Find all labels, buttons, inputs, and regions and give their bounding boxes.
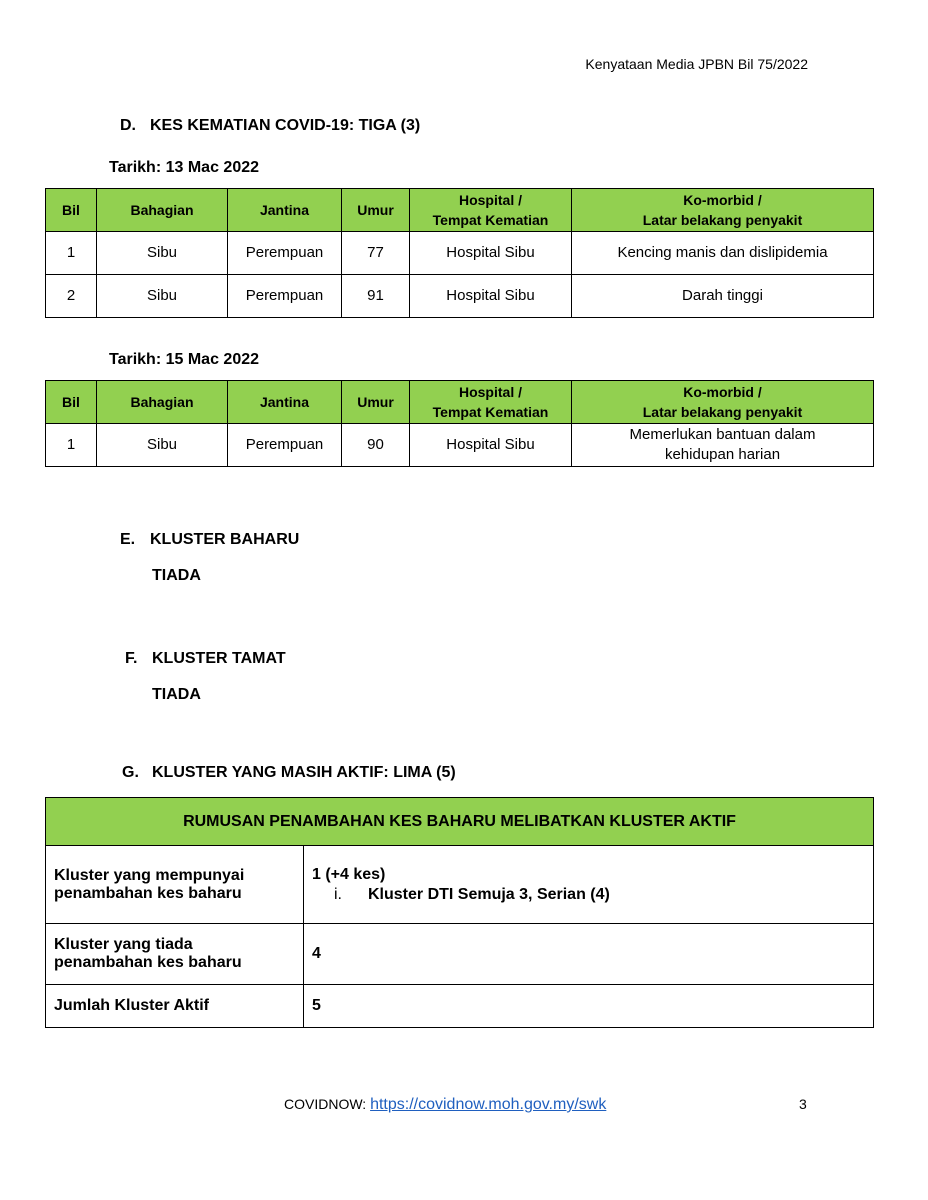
section-g-text: KLUSTER YANG MASIH AKTIF: LIMA (5) [152, 764, 456, 781]
section-d-title [120, 117, 420, 135]
cell-komorbid-line1: Memerlukan bantuan dalam [629, 426, 816, 443]
row-new-cases-value [304, 846, 874, 924]
col-jantina: Jantina [228, 381, 342, 424]
cell-bahagian: Sibu [97, 275, 228, 318]
section-f-text: KLUSTER TAMAT [152, 650, 286, 667]
cell-jantina: Perempuan [228, 275, 342, 318]
section-g-title [122, 764, 456, 782]
table-row [46, 846, 874, 924]
col-komorbid [572, 381, 874, 424]
section-g-letter: G. [122, 764, 139, 781]
col-komorbid-line2: Latar belakang penyakit [642, 404, 803, 420]
table-header-row [46, 189, 874, 232]
cell-hospital: Hospital Sibu [410, 232, 572, 275]
footer-prefix: COVIDNOW: [284, 1096, 371, 1112]
col-komorbid-line2: Latar belakang penyakit [642, 212, 803, 228]
row-new-cases-label [46, 846, 304, 924]
cell-bil: 1 [46, 424, 97, 467]
col-hospital-line2: Tempat Kematian [432, 212, 549, 228]
col-jantina: Jantina [228, 189, 342, 232]
section-f-letter: F. [125, 650, 138, 667]
table-row [46, 424, 874, 467]
cell-jantina: Perempuan [228, 424, 342, 467]
table1-date: Tarikh: 13 Mac 2022 [109, 159, 260, 176]
page-number: 3 [799, 1096, 807, 1112]
cell-hospital: Hospital Sibu [410, 424, 572, 467]
cell-bil: 1 [46, 232, 97, 275]
table-row [46, 924, 874, 985]
col-bahagian: Bahagian [97, 381, 228, 424]
table-row [46, 275, 874, 318]
table-row [46, 985, 874, 1028]
row-total-label: Jumlah Kluster Aktif [46, 985, 304, 1028]
label-line2: penambahan kes baharu [54, 884, 242, 902]
new-cases-count: 1 (+4 kes) [312, 865, 386, 883]
col-komorbid-line1: Ko-morbid / [683, 192, 762, 208]
section-f-title [125, 650, 286, 668]
covidnow-link[interactable]: https://covidnow.moh.gov.my/swk [370, 1096, 607, 1113]
label-line2: penambahan kes baharu [54, 954, 242, 971]
col-hospital [410, 381, 572, 424]
col-komorbid-line1: Ko-morbid / [683, 384, 762, 400]
col-bil: Bil [46, 189, 97, 232]
section-e-title [120, 531, 299, 549]
table2-date: Tarikh: 15 Mac 2022 [109, 351, 260, 368]
row-no-new-cases-value: 4 [304, 924, 874, 985]
col-hospital-line1: Hospital / [458, 384, 522, 400]
section-e-letter: E. [120, 531, 136, 548]
col-umur: Umur [342, 189, 410, 232]
col-komorbid [572, 189, 874, 232]
col-hospital-line2: Tempat Kematian [432, 404, 549, 420]
cell-komorbid-line2: kehidupan harian [664, 446, 781, 463]
cell-umur: 90 [342, 424, 410, 467]
col-umur: Umur [342, 381, 410, 424]
section-d-letter: D. [120, 117, 136, 134]
cell-komorbid: Kencing manis dan dislipidemia [572, 232, 874, 275]
cell-komorbid [572, 424, 874, 467]
col-hospital-line1: Hospital / [458, 192, 522, 208]
list-number: i. [334, 885, 342, 903]
cell-bahagian: Sibu [97, 232, 228, 275]
document-reference: Kenyataan Media JPBN Bil 75/2022 [585, 56, 808, 72]
summary-heading: RUMUSAN PENAMBAHAN KES BAHARU MELIBATKAN KLUSTER AKTIF [46, 798, 874, 846]
footer [284, 1096, 606, 1114]
row-total-value: 5 [304, 985, 874, 1028]
cell-umur: 77 [342, 232, 410, 275]
table-header-row [46, 381, 874, 424]
table-row [46, 232, 874, 275]
cluster-name: Kluster DTI Semuja 3, Serian (4) [368, 885, 610, 903]
col-hospital [410, 189, 572, 232]
section-d-text: KES KEMATIAN COVID-19: TIGA (3) [150, 117, 421, 134]
active-cluster-summary-table [45, 797, 874, 1028]
deaths-table-15-mac [45, 380, 874, 467]
cell-jantina: Perempuan [228, 232, 342, 275]
cluster-list-item [312, 886, 865, 904]
row-no-new-cases-label [46, 924, 304, 985]
section-e-text: KLUSTER BAHARU [150, 531, 300, 548]
label-line1: Kluster yang tiada [54, 936, 193, 953]
cell-bil: 2 [46, 275, 97, 318]
cell-komorbid: Darah tinggi [572, 275, 874, 318]
deaths-table-13-mac [45, 188, 874, 318]
col-bahagian: Bahagian [97, 189, 228, 232]
col-bil: Bil [46, 381, 97, 424]
cell-bahagian: Sibu [97, 424, 228, 467]
cell-hospital: Hospital Sibu [410, 275, 572, 318]
label-line1: Kluster yang mempunyai [54, 866, 245, 884]
section-f-value: TIADA [152, 686, 201, 703]
section-e-value: TIADA [152, 567, 201, 584]
cell-umur: 91 [342, 275, 410, 318]
